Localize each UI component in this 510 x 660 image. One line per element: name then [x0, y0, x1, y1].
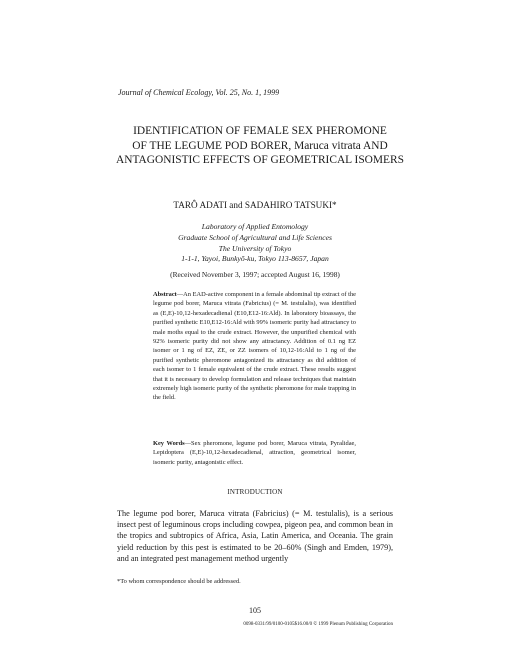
- abstract-text: —An EAD-active component in a female abdominal tip extract of the legume pod borer, Maruca vitrata (Fabricius) (= M. testulalis), was identified as (E,E)-10,12-hexadecadienal (E10,E12-16:Ald). In laboratory bioassays, the purified synthetic E10,E12-16:Ald with 99% isomeric purity had attractancy to male moths equal to the crude extract. However, the unpurified chemical with 92% isomeric purity did not show any attractancy. Addition of 0.1 ng EZ isomer or 1 ng of EZ, ZE, or ZZ isomers of 10,12-16:Ald to 1 ng of the purified synthetic pheromone antagonized its attractancy as did addition of each isomer to 1 female equivalent of the crude extract. These results suggest that it is necessary to develop formulation and release techniques that maintain extremely high isomeric purity of the synthetic pheromone for male trapping in the field.: [153, 291, 356, 402]
- title-line-3: ANTAGONISTIC EFFECTS OF GEOMETRICAL ISOMERS: [116, 154, 404, 167]
- introduction-text: The legume pod borer, Maruca vitrata (Fabricius) (= M. testulalis), is a serious insect pest of leguminous crops including cowpea, pigeon pea, and common bean in the tropics and subtropics of Africa, Asia, Latin America, and Oceania. The grain yield reduction by this pest is estimated to be 20–60% (Singh and Emden, 1979), and an integrated pest management method urgently: [117, 509, 393, 563]
- affiliation: [110, 222, 400, 265]
- authors: TARÔ ADATI and SADAHIRO TATSUKI*: [173, 200, 337, 210]
- received-dates: (Received November 3, 1997; accepted August 16, 1998): [170, 270, 340, 279]
- copyright-line: 0098-0331/99/0100-0105$16.00/0 © 1999 Plenum Publishing Corporation: [243, 622, 393, 627]
- affiliation-line: 1-1-1, Yayoi, Bunkyō-ku, Tokyo 113-8657, Japan: [181, 254, 329, 264]
- title-line-2: OF THE LEGUME POD BORER, Maruca vitrata AND: [132, 139, 388, 152]
- key-words-label: Key Words: [153, 440, 185, 447]
- affiliation-line: Graduate School of Agricultural and Life Sciences: [178, 232, 332, 242]
- affiliation-line: Laboratory of Applied Entomology: [201, 222, 309, 231]
- abstract: [153, 290, 356, 403]
- paper-title: [110, 124, 410, 168]
- page-number: 105: [249, 606, 261, 615]
- footnote: *To whom correspondence should be addressed.: [117, 578, 241, 585]
- key-words-text: —Sex pheromone, legume pod borer, Maruca vitrata, Pyralidae, Lepidoptera (E,E)-10,12-hexadecadienal, attraction, geometrical isomer, isomeric purity, antagonistic effect.: [153, 440, 356, 466]
- abstract-label: Abstract: [153, 291, 177, 298]
- introduction-heading: INTRODUCTION: [227, 488, 283, 496]
- journal-citation: Journal of Chemical Ecology, Vol. 25, No. 1, 1999: [118, 88, 280, 97]
- title-line-1: IDENTIFICATION OF FEMALE SEX PHEROMONE: [133, 125, 387, 137]
- affiliation-line: The University of Tokyo: [218, 243, 292, 253]
- key-words: [153, 439, 356, 467]
